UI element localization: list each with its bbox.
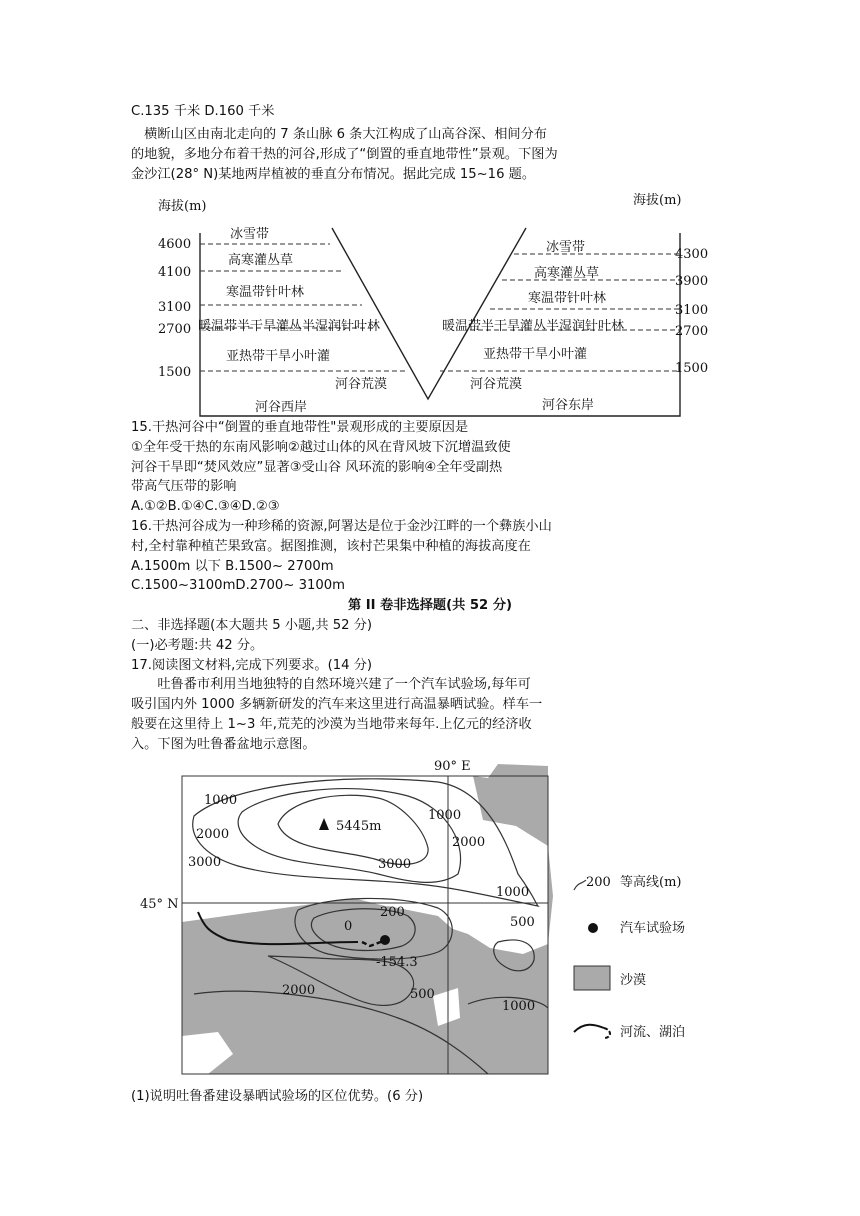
contour-label: 1000 xyxy=(496,885,530,900)
right-tick: 2700 xyxy=(675,324,709,339)
bank-label: 河谷西岸 xyxy=(255,400,308,415)
contour-label: 3000 xyxy=(378,857,412,872)
legend-label: 河流、湖泊 xyxy=(620,1025,686,1040)
zone-label: 亚热带干旱小叶灌 xyxy=(483,347,588,362)
text-line: 吸引国内外 1000 多辆新研发的汽车来这里进行高温暴晒试验。样车一 xyxy=(131,697,543,712)
text-line: (一)必考题:共 42 分。 xyxy=(131,638,264,653)
contour-label: 1000 xyxy=(204,793,238,808)
zone-label: 寒温带针叶林 xyxy=(528,291,607,306)
zone-label: 河谷荒漠 xyxy=(335,377,388,392)
text-line: 二、非选择题(本大题共 5 小题,共 52 分) xyxy=(131,618,373,633)
text-line: A.1500m 以下 B.1500~ 2700m xyxy=(131,559,334,574)
basin-label: -154.3 xyxy=(376,955,418,970)
desert-area xyxy=(182,764,553,1074)
contour-label: 1000 xyxy=(502,999,536,1014)
zone-label: 河谷荒漠 xyxy=(470,377,523,392)
contour-label: 3000 xyxy=(188,855,222,870)
text-line: C.1500~3100mD.2700~ 3100m xyxy=(131,578,345,593)
left-axis-title: 海拔(m) xyxy=(158,199,207,214)
right-tick: 3100 xyxy=(675,303,709,318)
contour-label: 2000 xyxy=(196,827,230,842)
right-axis-title: 海拔(m) xyxy=(633,193,682,208)
left-tick: 4600 xyxy=(158,237,192,252)
zone-label: 高寒灌丛草 xyxy=(228,253,294,268)
zone-label: 冰雪带 xyxy=(230,227,270,242)
contour-label: 2000 xyxy=(452,835,486,850)
legend-label: 等高线(m) xyxy=(620,875,682,890)
text-line: 河谷干旱即“焚风效应”显著③受山谷 风环流的影响④全年受副热 xyxy=(131,460,503,475)
text-line: 16.干热河谷成为一种珍稀的资源,阿署达是位于金沙江畔的一个彝族小山 xyxy=(131,519,552,534)
contour-label: 500 xyxy=(410,987,435,1002)
contour-label: 1000 xyxy=(428,808,462,823)
legend-sample-value: 200 xyxy=(586,875,611,890)
latitude-label: 45° N xyxy=(140,897,179,912)
text-line: 村,全村靠种植芒果致富。据图推测，该村芒果集中种植的海拔高度在 xyxy=(131,539,531,554)
zone-label: 暖温带半干旱灌丛半湿润针叶林 xyxy=(442,319,625,334)
text-line: 金沙江(28° N)某地两岸植被的垂直分布情况。据此完成 15~16 题。 xyxy=(131,167,536,182)
turpan-basin-map xyxy=(138,756,700,1080)
contour-label: 0 xyxy=(344,919,353,934)
text-line: A.①②B.①④C.③④D.②③ xyxy=(131,499,280,514)
text-line: 15.干热河谷中“倒置的垂直地带性"景观形成的主要原因是 xyxy=(131,420,469,435)
longitude-label: 90° E xyxy=(434,759,471,774)
text-line: 般要在这里待上 1~3 年,荒芜的沙漠为当地带来每年.上亿元的经济收 xyxy=(131,717,532,732)
left-tick: 2700 xyxy=(158,322,192,337)
text-line: 17.阅读图文材料,完成下列要求。(14 分) xyxy=(131,658,373,673)
left-tick: 3100 xyxy=(158,300,192,315)
text-line: C.135 千米 D.160 千米 xyxy=(131,104,275,119)
text-line: 入。下图为吐鲁番盆地示意图。 xyxy=(131,737,316,752)
peak-label: 5445m xyxy=(336,819,382,834)
text-line: ①全年受干热的东南风影响②越过山体的风在背风坡下沉增温致使 xyxy=(131,440,511,455)
peak-marker xyxy=(319,818,329,830)
contour-label: 200 xyxy=(380,905,405,920)
text-line: 带高气压带的影响 xyxy=(131,479,237,494)
right-tick: 1500 xyxy=(675,361,709,376)
text-line: 横断山区由南北走向的 7 条山脉 6 条大江构成了山高谷深、相间分布 xyxy=(131,127,547,142)
right-tick: 3900 xyxy=(675,274,709,289)
zone-label: 暖温带半干旱灌丛半湿润针叶林 xyxy=(198,319,381,334)
legend-label: 沙漠 xyxy=(620,973,647,988)
right-tick: 4300 xyxy=(675,247,709,262)
legend xyxy=(574,874,685,1040)
zone-label: 高寒灌丛草 xyxy=(534,266,600,281)
contour-label: 2000 xyxy=(282,983,316,998)
zone-label: 亚热带干旱小叶灌 xyxy=(226,349,331,364)
question-text: (1)说明吐鲁番建设暴晒试验场的区位优势。(6 分) xyxy=(131,1089,424,1104)
test-site-marker xyxy=(380,935,390,945)
contour-label: 500 xyxy=(510,915,535,930)
legend-label: 汽车试验场 xyxy=(620,921,686,936)
bank-label: 河谷东岸 xyxy=(542,398,595,413)
zone-label: 冰雪带 xyxy=(546,240,586,255)
text-line: 吐鲁番市利用当地独特的自然环境兴建了一个汽车试验场,每年可 xyxy=(131,677,531,692)
vertical-zonation-figure xyxy=(150,188,720,420)
left-tick: 4100 xyxy=(158,265,192,280)
left-tick: 1500 xyxy=(158,365,192,380)
section-title: 第 II 卷非选择题(共 52 分) xyxy=(347,598,513,613)
text-line: 的地貌，多地分布着干热的河谷,形成了“倒置的垂直地带性”景观。下图为 xyxy=(131,147,558,162)
zone-label: 寒温带针叶林 xyxy=(226,285,305,300)
